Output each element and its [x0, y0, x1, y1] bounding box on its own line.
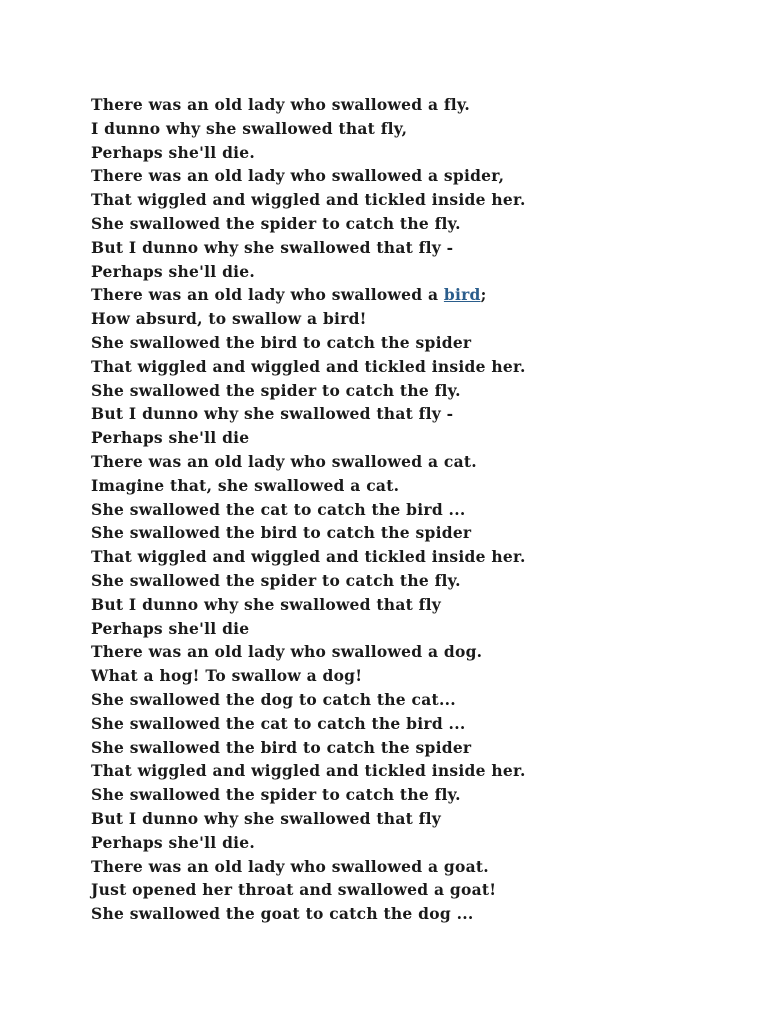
poem-text [91, 93, 731, 926]
poem-line: There was an old lady who swallowed a fly. [91, 95, 471, 114]
poem-line [91, 283, 731, 307]
poem-line: She swallowed the spider to catch the fly. [91, 785, 461, 805]
poem-line: But I dunno why she swallowed that fly - [91, 237, 454, 257]
poem-line: She swallowed the cat to catch the bird ... [91, 713, 466, 733]
poem-line: But I dunno why she swallowed that fly [91, 808, 441, 828]
poem-line: There was an old lady who swallowed a dog. [91, 642, 483, 662]
poem-line: Perhaps she'll die. [91, 832, 256, 852]
poem-line: There was an old lady who swallowed a spider, [91, 166, 505, 186]
poem-line: She swallowed the spider to catch the fly. [91, 570, 461, 590]
bird-link[interactable]: bird [443, 285, 481, 305]
poem-line: Perhaps she'll die [91, 428, 250, 448]
poem-line: There was an old lady who swallowed a cat. [91, 451, 477, 471]
poem-line: Perhaps she'll die. [91, 142, 256, 162]
poem-line: Imagine that, she swallowed a cat. [91, 475, 400, 495]
poem-line: She swallowed the spider to catch the fly. [91, 213, 461, 233]
poem-line: Perhaps she'll die [91, 618, 250, 638]
poem-line: She swallowed the spider to catch the fly. [91, 380, 461, 400]
poem-line: She swallowed the cat to catch the bird ... [91, 499, 466, 519]
poem-line: That wiggled and wiggled and tickled inside her. [91, 190, 526, 210]
poem-line: She swallowed the goat to catch the dog ... [91, 904, 474, 924]
poem-line: Perhaps she'll die. [91, 261, 256, 281]
poem-line: What a hog! To swallow a dog! [91, 666, 363, 686]
poem-line: But I dunno why she swallowed that fly - [91, 404, 454, 424]
poem-line: How absurd, to swallow a bird! [91, 309, 367, 329]
poem-line: That wiggled and wiggled and tickled inside her. [91, 761, 526, 781]
poem-line-text: There was an old lady who swallowed a [91, 285, 444, 305]
poem-line: That wiggled and wiggled and tickled inside her. [91, 356, 526, 376]
poem-line: Just opened her throat and swallowed a goat! [91, 880, 497, 900]
poem-line: She swallowed the dog to catch the cat... [91, 689, 456, 709]
poem-line: There was an old lady who swallowed a goat. [91, 856, 489, 876]
poem-line: She swallowed the bird to catch the spider [91, 523, 472, 543]
poem-line: But I dunno why she swallowed that fly [91, 594, 441, 614]
poem-line: She swallowed the bird to catch the spider [91, 737, 472, 757]
poem-line: I dunno why she swallowed that fly, [91, 118, 408, 138]
poem-line: She swallowed the bird to catch the spider [91, 332, 472, 352]
poem-line-text: ; [480, 285, 487, 305]
poem-line: That wiggled and wiggled and tickled inside her. [91, 547, 526, 567]
